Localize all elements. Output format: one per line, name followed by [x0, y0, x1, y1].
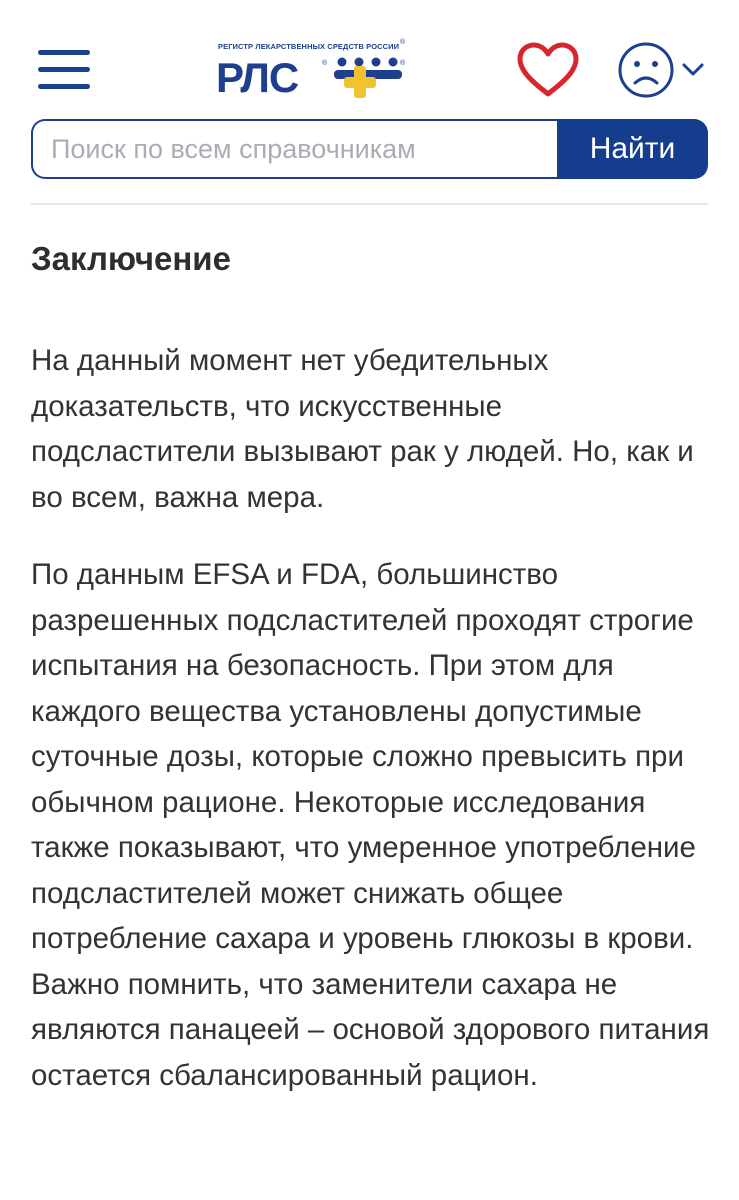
menu-bar: [38, 50, 90, 55]
svg-text:®: ®: [400, 39, 406, 46]
svg-text:®: ®: [322, 60, 328, 67]
rls-logo-text: РЛС: [216, 54, 299, 100]
profile-menu[interactable]: [616, 40, 712, 100]
search-input[interactable]: [31, 119, 557, 179]
article-paragraph: По данным EFSA и FDA, большинство разрешенных подсластителей проходят строгие испытания на безопасность. При этом для каждого вещества установлены допустимые суточные дозы, которые сложно превысить при обычном рационе. Некоторые исследования также показывают, что умеренное употребление подсластителей может снижать общее потребление сахара и уровень глюкозы в крови. Важно помнить, что заменители сахара не являются панацеей – основой здорового питания остается сбалансированный рацион.: [31, 558, 710, 1092]
menu-bar: [38, 84, 90, 89]
site-header: [0, 0, 739, 110]
rls-logo-caption: РЕГИСТР ЛЕКАРСТВЕННЫХ СРЕДСТВ РОССИИ: [218, 42, 400, 51]
svg-text:®: ®: [400, 60, 406, 67]
logo-people-icon: [334, 58, 402, 99]
hamburger-menu-icon[interactable]: [38, 50, 90, 90]
article-content: [31, 232, 711, 1130]
rls-logo[interactable]: [214, 38, 414, 100]
menu-bar: [38, 67, 90, 72]
chevron-down-icon: [684, 65, 702, 74]
search-bar: [31, 119, 708, 183]
header-divider: [31, 203, 708, 205]
sad-face-avatar-icon: [620, 44, 672, 96]
favorites-heart-icon[interactable]: [516, 42, 580, 98]
search-button[interactable]: Найти: [557, 119, 708, 179]
section-heading: Заключение: [31, 240, 231, 277]
article-paragraph: На данный момент нет убедительных доказательств, что искусственные подсластители вызывают рак у людей. Но, как и во всем, важна мера.: [31, 344, 694, 514]
